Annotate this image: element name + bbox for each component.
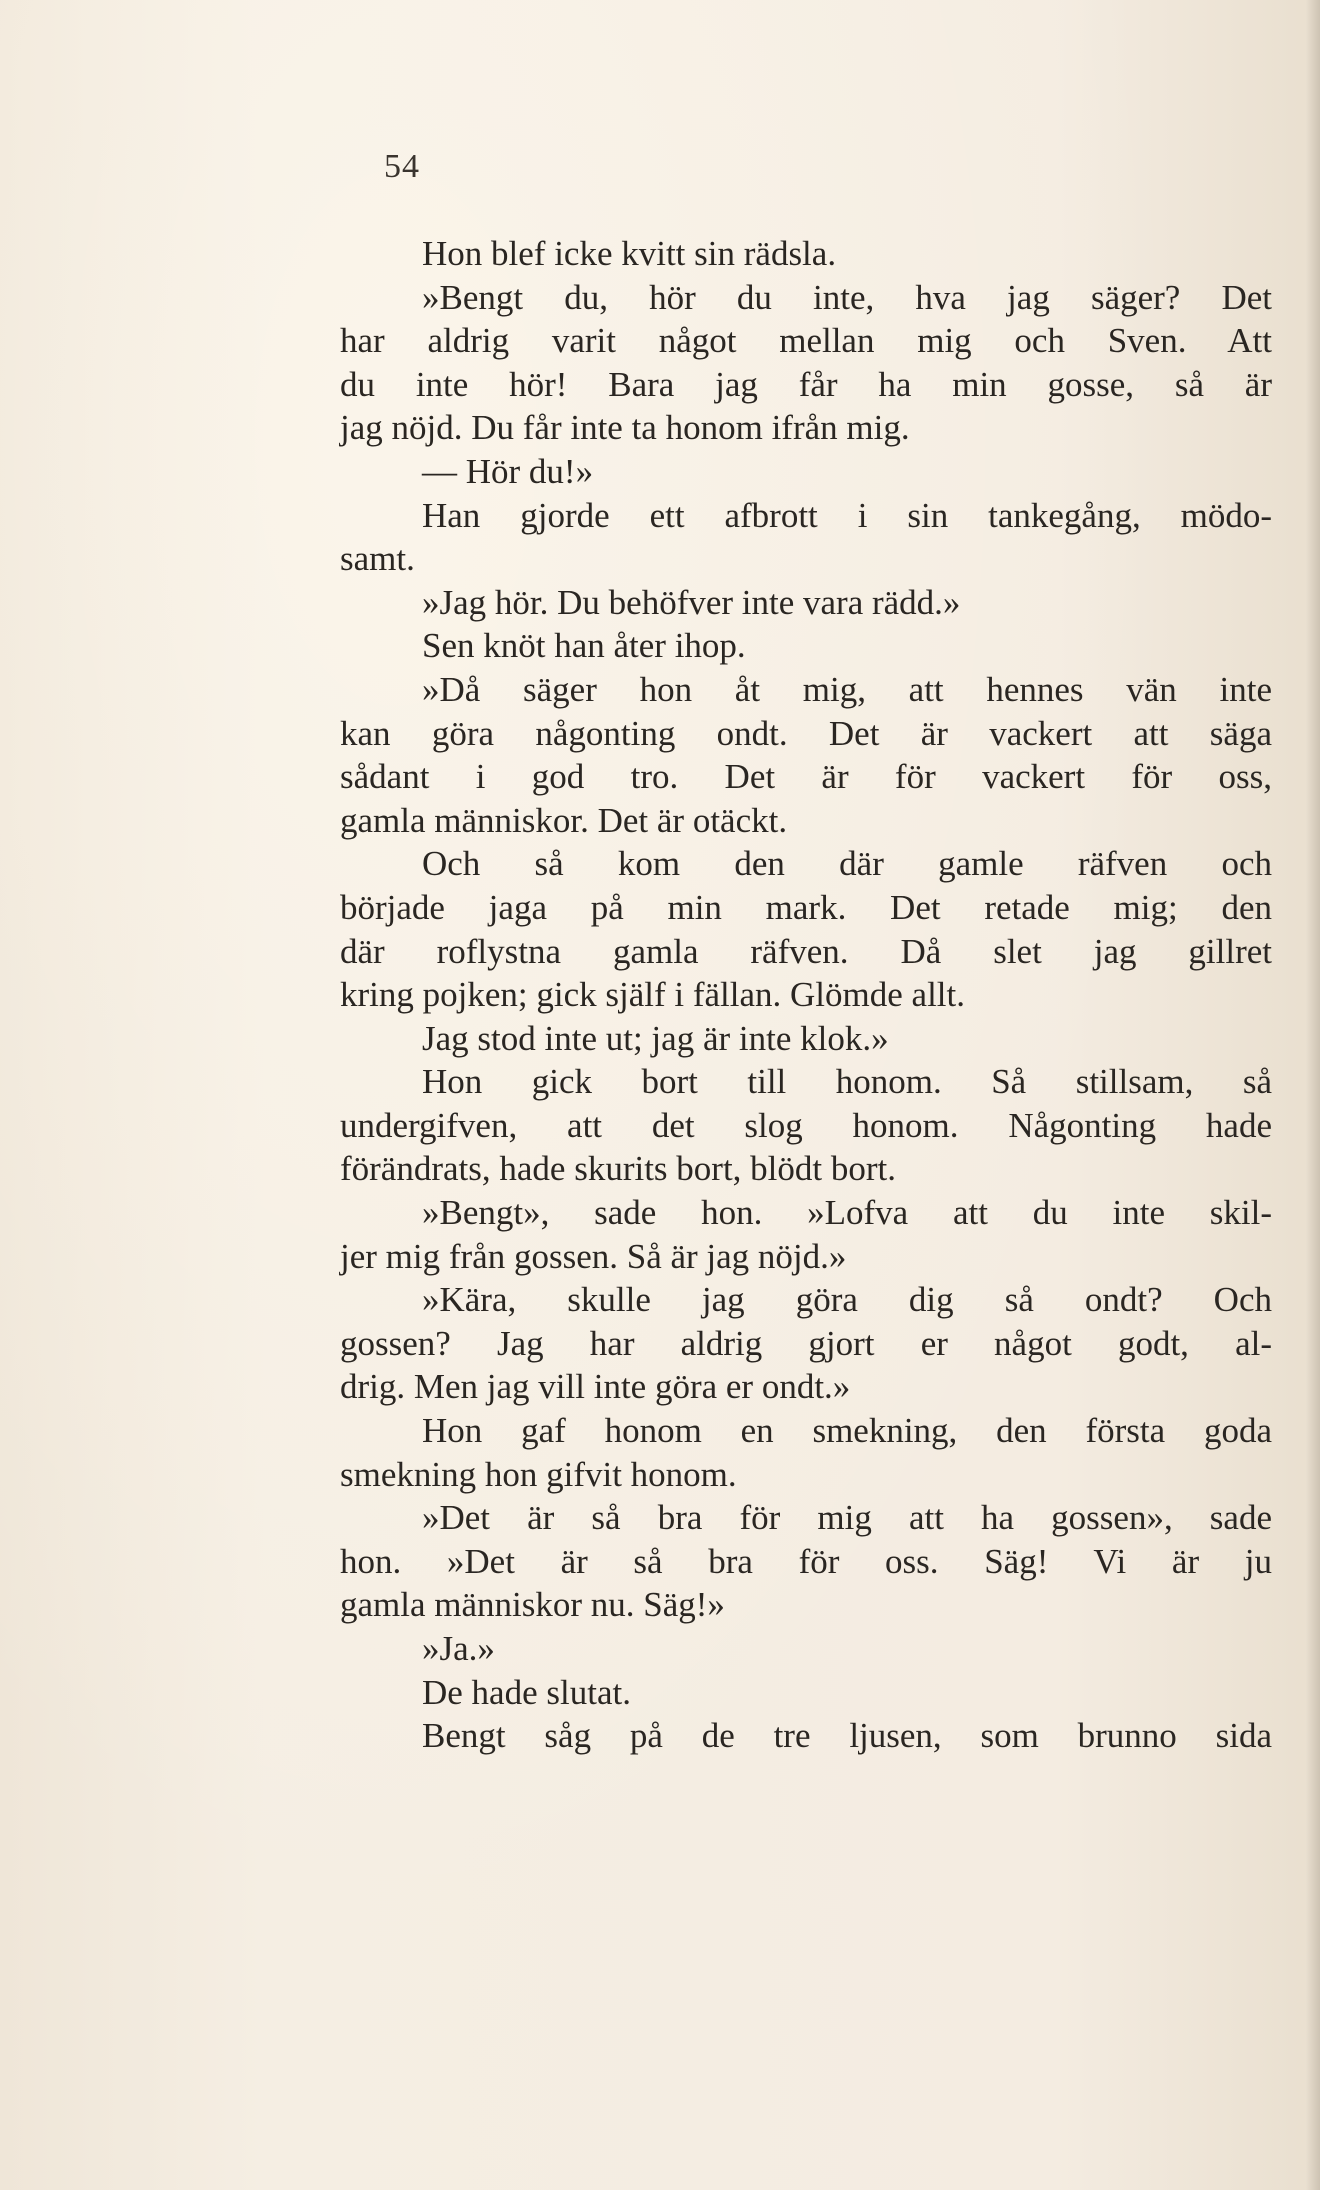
text-line: »Bengt du, hör du inte, hva jag säger? Det	[422, 277, 1272, 317]
text-line: undergifven, att det slog honom. Någonting hade	[340, 1105, 1272, 1145]
text-line: samt.	[340, 539, 415, 579]
text-line: Hon gick bort till honom. Så stillsam, så	[422, 1062, 1272, 1102]
text-line: förändrats, hade skurits bort, blödt bort.	[340, 1149, 897, 1189]
text-line: hon. »Det är så bra för oss. Säg! Vi är ju	[340, 1541, 1272, 1581]
page-number: 54	[384, 148, 420, 185]
text-line: De hade slutat.	[422, 1672, 631, 1712]
text-line: där roflystna gamla räfven. Då slet jag gillret	[340, 931, 1272, 971]
text-line: jag nöjd. Du får inte ta honom ifrån mig.	[340, 408, 910, 448]
text-line: jer mig från gossen. Så är jag nöjd.»	[340, 1236, 847, 1276]
text-line: Hon blef icke kvitt sin rädsla.	[422, 234, 837, 273]
text-line: Bengt såg på de tre ljusen, som brunno sida	[422, 1716, 1272, 1756]
text-line: Jag stod inte ut; jag är inte klok.»	[422, 1018, 889, 1058]
text-line: Och så kom den där gamle räfven och	[422, 844, 1272, 884]
text-line: Sen knöt han åter ihop.	[422, 626, 746, 666]
text-line: har aldrig varit något mellan mig och Sven. Att	[340, 321, 1272, 361]
text-line: »Bengt», sade hon. »Lofva att du inte skil-	[422, 1193, 1272, 1233]
text-line: gamla människor nu. Säg!»	[340, 1585, 725, 1625]
text-line: kan göra någonting ondt. Det är vackert att säga	[340, 713, 1272, 753]
page-edge-shadow	[1306, 0, 1320, 2190]
text-line: »Kära, skulle jag göra dig så ondt? Och	[422, 1280, 1272, 1320]
text-line: gamla människor. Det är otäckt.	[340, 800, 788, 840]
text-line: »Det är så bra för mig att ha gossen», sade	[422, 1498, 1272, 1538]
text-line: sådant i god tro. Det är för vackert för oss,	[340, 757, 1272, 797]
text-line: började jaga på min mark. Det retade mig; den	[340, 887, 1272, 927]
text-line: »Jag hör. Du behöfver inte vara rädd.»	[422, 582, 961, 622]
text-line: — Hör du!»	[422, 451, 594, 491]
text-line: drig. Men jag vill inte göra er ondt.»	[340, 1367, 851, 1407]
body-text	[340, 232, 1272, 1758]
text-line: gossen? Jag har aldrig gjort er något godt, al-	[340, 1323, 1272, 1363]
text-line: »Då säger hon åt mig, att hennes vän inte	[422, 669, 1272, 709]
text-line: Han gjorde ett afbrott i sin tankegång, mödo-	[422, 495, 1272, 535]
text-line: du inte hör! Bara jag får ha min gosse, så är	[340, 364, 1272, 404]
text-line: Hon gaf honom en smekning, den första goda	[422, 1411, 1272, 1451]
text-line: kring pojken; gick själf i fällan. Glömde allt.	[340, 975, 965, 1015]
text-line: »Ja.»	[422, 1629, 495, 1668]
text-line: smekning hon gifvit honom.	[340, 1454, 737, 1494]
